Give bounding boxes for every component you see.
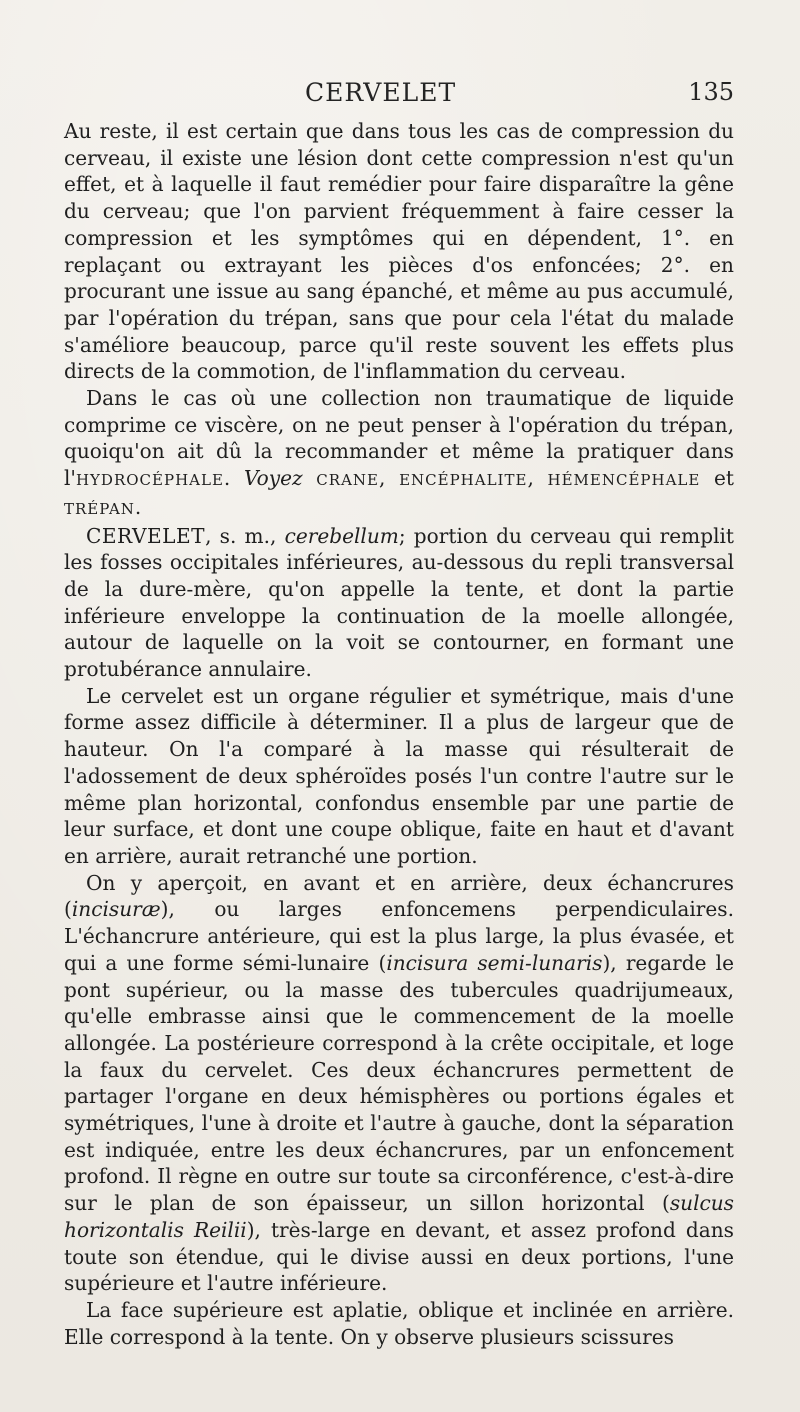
paragraph-text: Au reste, il est certain que dans tous les cas de compression du cerveau, il existe une lésion dont cette compression n'est qu'un effet, et à laquelle il faut remédier pour faire disparaître la gêne du cerveau; que l'on parvient fréquemment à faire cesser la compression et les symptômes qui en dépendent, 1°. en replaçant ou extrayant les pièces d'os enfoncées; 2°. en procurant une issue au sang épanché, et même au pus accumulé, par l'opération du trépan, sans que pour cela l'état du malade s'améliore beaucoup, parce qu'il reste souvent les effets plus directs de la commotion, de l'inflammation du cerveau. bbox=[64, 119, 734, 384]
paragraph-text: , bbox=[378, 466, 400, 491]
latin-term: incisura semi-lunaris bbox=[386, 950, 603, 975]
cross-reference: ENCÉPHALITE bbox=[399, 471, 528, 490]
paragraph-text: ), très-large en devant, et assez profond dans toute son étendue, qui le divise aussi en deux portions, l'une supérieure et l'autre inférieure. bbox=[64, 1217, 734, 1296]
running-head bbox=[60, 78, 734, 110]
paragraph-text: Le cervelet est un organe régulier et symétrique, mais d'une forme assez difficile à déterminer. Il a plus de largeur que de hauteur. On l'a comparé à la masse qui résulterait de l'adossement de deux sphéroïdes posés l'un contre l'autre sur le même plan horizontal, confondus ensemble par une partie de leur surface, et dont une coupe oblique, faite en haut et d'avant en arrière, aurait retranché une portion. bbox=[64, 683, 734, 868]
paragraph-text: et bbox=[700, 466, 735, 491]
paragraph bbox=[64, 870, 734, 1297]
paragraph bbox=[64, 683, 734, 870]
entry-headword: CERVELET bbox=[86, 523, 206, 548]
page-number: 135 bbox=[688, 78, 734, 106]
paragraph-text: ), ou larges enfoncemens perpendiculaires. L'échancrure antérieure, qui est la plus large, la plus évasée, et qui a une forme sémi-lunaire ( bbox=[64, 897, 734, 975]
paragraph-text: . bbox=[134, 494, 142, 519]
paragraph-text: Dans le cas où une collection non traumatique de liquide comprime ce viscère, on ne peut penser à l'opération du trépan, quoiqu'on ait dû la recommander et même la pratiquer dans l' bbox=[64, 386, 734, 491]
latin-term: cerebellum bbox=[284, 523, 399, 548]
page-title: CERVELET bbox=[305, 78, 457, 107]
paragraph bbox=[64, 523, 734, 683]
paragraph-text: ), regarde le pont supérieur, ou la masse des tubercules quadrijumeaux, qu'elle embrasse ainsi que le commencement de la moelle allongée. La postérieure correspond à la crête occipitale, et loge la faux du cervelet. Ces deux échancrures permettent de partager l'organe en deux hémisphères ou portions égales et symétriques, l'une à droite et l'autre à gauche, dont la séparation est indiquée, entre les deux échancrures, par un enfoncement profond. Il règne en outre sur toute sa circonférence, c'est-à-dire sur le plan de son épaisseur, un sillon horizontal ( bbox=[64, 950, 734, 1216]
paragraph-text: On y aperçoit, en avant et en arrière, deux échancrures ( bbox=[64, 870, 734, 922]
cross-reference: TRÉPAN bbox=[64, 499, 135, 518]
paragraph-text: La face supérieure est aplatie, oblique et inclinée en arrière. Elle correspond à la tente. On y observe plusieurs scissures bbox=[64, 1297, 734, 1349]
cross-reference: CRANE bbox=[316, 471, 379, 490]
paragraph-text: , s. m., bbox=[205, 523, 285, 548]
paragraph-text: ; portion du cerveau qui remplit les fosses occipitales inférieures, au-dessous du repli transversal de la dure-mère, qu'on appelle la tente, et dont la partie inférieure enveloppe la continuation de la moelle allongée, autour de laquelle on la voit se contourner, en formant une protubérance annulaire. bbox=[64, 523, 734, 682]
paragraph bbox=[64, 1297, 734, 1350]
paragraph bbox=[64, 385, 734, 523]
paragraph-text: . bbox=[223, 466, 244, 491]
paragraph bbox=[64, 118, 734, 385]
paragraph-text bbox=[303, 466, 317, 490]
latin-term: incisuræ bbox=[71, 897, 161, 922]
latin-term: sulcus horizontalis Reilii bbox=[64, 1191, 734, 1242]
cross-reference: HÉMENCÉPHALE bbox=[547, 471, 701, 490]
paragraph-text: , bbox=[527, 466, 548, 491]
see-also-label: Voyez bbox=[244, 466, 303, 491]
cross-reference: HYDROCÉPHALE bbox=[75, 471, 224, 490]
body-text bbox=[64, 118, 734, 1350]
